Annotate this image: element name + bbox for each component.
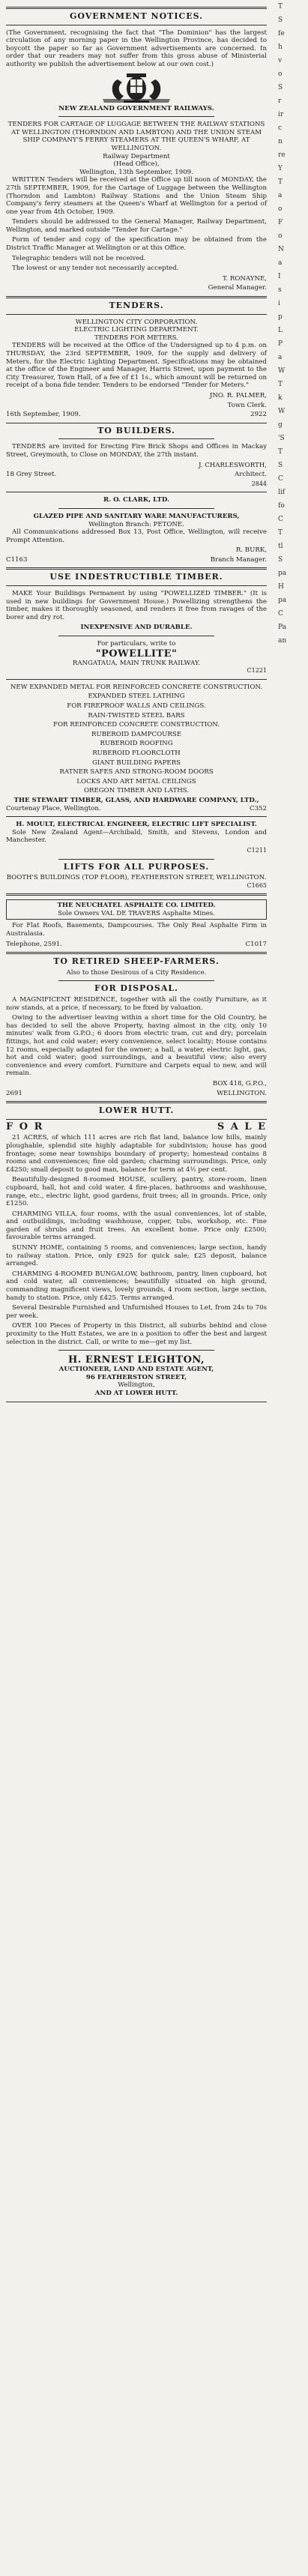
divider [6,585,267,586]
materials-item: NEW EXPANDED METAL FOR REINFORCED CONCRETE CONSTRUCTION. [10,683,263,691]
edge-fragment: S [278,16,283,24]
government-notice-intro: (The Government, recognising the fact that "The Dominion" has the largest circulation of any morning paper in the Wellington Province, has decided to boycott the paper so far as Government advertisements are concerned. In order that our readers may not suffer from this gross abuse of Ministerial authority we publish the advertisement below at our own cost.) [6,28,267,68]
edge-fragment: n [278,138,283,145]
materials-item: OREGON TIMBER AND LATHS. [84,787,189,795]
section-heading-tenders: TENDERS. [109,301,164,311]
section-heading-for-disposal: FOR DISPOSAL. [94,983,178,994]
address-line [6,471,267,479]
sale-word: S A L E [217,1120,267,1132]
edge-fragment: P [278,340,283,348]
divider [6,314,267,315]
property-listing: Beautifully-designed 8-roomed HOUSE, scullery, pantry, store-room, linen cupboard, hall, hot and cold water, 4 fire-places, bathrooms and washhouse, range, etc., electric light, good gardens, fruit trees; all in grounds. Price, only £1250. [6,1176,267,1208]
reference-number: C1221 [247,667,267,675]
tender-date: 16th September, 1909. [6,411,81,419]
edge-fragment: T [278,448,283,456]
edge-fragment: C [278,475,283,483]
edge-fragment: fo [278,502,285,510]
section-heading-to-builders: TO BUILDERS. [97,425,175,435]
neuchatel-body: For Flat Roofs, Basements, Dampcourses. The Only Real Asphalte Firm in Australasia. [6,922,267,938]
divider [6,1101,267,1103]
materials-company: THE STEWART TIMBER, GLASS, AND HARDWARE COMPANY, LTD., [13,796,259,804]
edge-fragment: re [278,151,286,159]
edge-fragment: tl [278,543,283,550]
edge-fragment: s [278,286,282,294]
advertisement-column [0,0,270,1406]
edge-fragment: S [278,556,283,564]
reference-number: C1211 [247,846,267,854]
edge-fragment: S [278,84,283,91]
reference-number: 2922 [250,411,267,419]
agent-branch: AND AT LOWER HUTT. [94,1389,178,1397]
materials-item: GIANT BUILDING PAPERS [91,758,181,767]
divider [6,679,267,680]
divider [58,859,215,860]
office-line-3: Wellington, 13th September, 1909. [79,168,193,176]
property-list [6,1134,267,1346]
divider [58,116,215,117]
divider [58,980,215,981]
signature-title: Town Clerk. [227,401,267,409]
moult-name: H. MOULT, ELECTRICAL ENGINEER, ELECTRIC LIFT SPECIALIST. [16,821,257,829]
neuchatel-owners: Sole Owners VAL DE TRAVERS Asphalte Mines. [58,909,215,917]
company-title: GLAZED PIPE AND SANITARY WARE MANUFACTURERS, [33,512,240,520]
signature-name: JNO. R. PALMER, [209,391,267,399]
for-sale-banner [6,1120,267,1132]
property-listing: OVER 100 Pieces of Property in this District, all suburbs behind and close proximity to the Hutt Estates, we are in a position to offer the best and largest selection in the district. Call, or write to me—get my list. [6,1322,267,1346]
timber-particulars: For particulars, write to [97,640,176,648]
tender-body: WRITTEN Tenders will be received at the Office up till noon of MONDAY, the 27th SEPTEMBER, 1909, for the Cartage of Luggage between the Wellington (Thorndon and Lambton) Railway Stations and the Union Steam Ship Company's ferry steamers at the Queen's Wharf at Wellington for a period of one year from 4th October, 1909. [6,176,267,216]
edge-fragment: Pa [278,624,287,631]
edge-fragment: lif [278,489,286,496]
property-listing: CHARMING 4-ROOMED BUNGALOW, bathroom, pantry, linen cupboard, hot and cold water, all conveniences; beautifully situated on high ground, commanding magnificent views, lovely grounds, 4 room section, large section, handy to station. Price, only £425. Terms arranged. [6,1270,267,1302]
materials-item: FOR FIREPROOF WALLS AND CEILINGS. [67,702,206,710]
edge-fragment: C [278,516,283,523]
edge-fragment: k [278,394,283,402]
reference-number: 2844 [251,480,267,487]
edge-fragment: I [278,273,281,280]
edge-fragment: H [278,583,284,591]
adjacent-column-fragment [278,0,308,2576]
edge-fragment: a [278,192,283,199]
materials-item: LOCKS AND ART METAL CEILINGS [76,777,196,785]
signature-title: General Manager. [208,284,267,292]
edge-fragment: W [278,408,286,415]
edge-fragment: a [278,259,283,267]
reference-number: 2691 [6,1089,22,1097]
for-word: F O R [6,1120,44,1132]
divider [6,7,267,9]
tender-title: TENDERS FOR CARTAGE OF LUGGAGE BETWEEN THE RAILWAY STATIONS AT WELLINGTON (THORNDON AND LAMBTON) AND THE UNION STEAM SHIP COMPANY'S FERRY STEAMERS AT THE QUEEN'S WHARF, AT WELLINGTON. [7,121,265,152]
edge-fragment: a [278,354,283,361]
edge-fragment: p [278,313,283,321]
retired-body: Owing to the advertiser leaving within a short time for the Old Country, he has decided to sell the above Property, having almost in the city, only 10 minutes' walk from G.P.O.; 6 doors from electric tram, cut and dry; porcelain fittings, hot and cold water; every convenience, select locality; House contains 12 rooms, especially adapted for the owner; a hall, a water, electric light, gas, hot and cold water; good surroundings, and a beautiful view; also every convenience and every comfort. Furniture and Carpets equal to new, and will remain. [6,1014,267,1078]
divider [58,508,215,509]
retired-ref-line [6,1090,267,1098]
tender-subject: TENDERS FOR METERS. [94,334,178,342]
council-name: WELLINGTON CITY CORPORATION. [75,318,198,326]
agent-city: Wellington, [118,1381,155,1390]
company-body: All Communications addressed Box 13, Post Office, Wellington, will receive Prompt Attention. [6,528,267,544]
divider [6,816,267,817]
edge-fragment: o [278,232,283,240]
materials-address-line [6,805,267,813]
materials-list [6,684,267,795]
divider [6,952,267,954]
neuchatel-advertisement [6,899,267,920]
edge-fragment: T [278,529,283,537]
timber-body: MAKE Your Buildings Permanent by using "POWELLIZED TIMBER." (It is used in new buildings for Government House.) Powellizing strengthens the timber, makes it thoroughly seasoned, and renders it free from ravages of the borer and dry rot. [6,590,267,621]
builders-address: 18 Grey Street. [6,471,57,479]
edge-fragment: T [278,3,283,10]
property-listing: 21 ACRES, of which 111 acres are rich flat land, balance low hills, mainly ploughable, splendid site highly adaptable for subdivision; house has good frontage; some near townships boundary of property; homestead contains 8 rooms and conveniences; fine old garden; charming surroundings. Price, only £4250; small deposit to good man, balance for term at 4½ per cent. [6,1134,267,1174]
materials-item: EXPANDED STEEL LATHING [88,693,185,701]
signature-title: Architect. [235,471,267,479]
reference-number: C1163 [6,555,28,564]
edge-fragment: W [278,367,286,375]
agent-address: 96 FEATHERSTON STREET, [85,1373,187,1381]
ref-line [6,556,267,564]
company-name: R. O. CLARK, LTD. [103,496,170,504]
edge-fragment: v [278,57,283,64]
edge-fragment: o [278,70,283,78]
retired-subtitle: Also to those Desirous of a City Residence. [66,968,207,977]
edge-fragment: g [278,421,283,429]
edge-fragment: h [278,43,283,51]
edge-fragment: o [278,205,283,213]
edge-fragment: N [278,246,284,253]
divider [6,1119,267,1120]
divider [6,296,267,298]
tender-body: Tenders should be addressed to the General Manager, Railway Department, Wellington, and marked outside "Tender for Cartage." [6,218,267,234]
section-heading-retired: TO RETIRED SHEEP-FARMERS. [53,956,220,967]
reference-number: C1017 [245,940,267,948]
company-location: Wellington Branch: PETONE. [88,520,184,528]
property-listing: CHARMING VILLA, four rooms, with the usual conveniences, lot of stable, and outbuildings, including washhouse, copper, tubs, workshop, etc. Fine garden of shrubs and fruit trees. An excellent home. Price only £2500; favourable terms arranged. [6,1210,267,1242]
edge-fragment: c [278,124,283,132]
moult-body: Sole New Zealand Agent—Archibald, Smith, and Stevens, London and Manchester. [6,828,267,845]
edge-fragment: T [278,178,283,186]
signature-name: J. CHARLESWORTH, [198,461,267,469]
department-name: ELECTRIC LIGHTING DEPARTMENT. [74,326,199,334]
section-heading-timber: USE INDESTRUCTIBLE TIMBER. [49,572,223,582]
property-listing: Several Desirable Furnished and Unfurnished Houses to Let, from 24s to 70s per week. [6,1304,267,1320]
tender-body: Form of tender and copy of the specification may be obtained from the District Traffic Manager at Wellington or at this Office. [6,236,267,253]
edge-fragment: L [278,327,283,334]
edge-fragment: pa [278,597,287,604]
divider [58,438,215,439]
edge-fragment: an [278,637,287,645]
tender-body: TENDERS will be received at the Office of the Undersigned up to 4 p.m. on THURSDAY, the 23rd SEPTEMBER, 1909, for the supply and delivery of Meters, for the Electric Lighting Department. Specifications may be obtained at the office of the Engineer and Manager, Harris Street, upon payment to the City Treasurer, Town Hall, of a fee of £1 1s., which amount will be returned on receipt of a bona fide tender. Tenders to be endorsed "Tender for Meters." [6,342,267,390]
agent-title: AUCTIONEER, LAND AND ESTATE AGENT, [58,1366,214,1374]
signature-title: Branch Manager. [210,555,267,564]
signature-name: T. RONAYNE, [222,274,267,283]
retired-address: BOX 418, G.P.O., [212,1079,267,1088]
edge-fragment: fe [278,30,285,37]
tender-body: The lowest or any tender not necessarily accepted. [12,265,179,273]
divider [6,567,267,570]
edge-fragment: C [278,610,283,618]
reference-number: C352 [250,804,267,812]
section-heading-government-notices: GOVERNMENT NOTICES. [69,11,204,21]
edge-fragment: Y [278,165,283,172]
builders-body: TENDERS are invited for Erecting Fire Brick Shops and Offices in Mackay Street, Greymouth, to Close on MONDAY, the 27th instant. [6,443,267,459]
agent-name: H. ERNEST LEIGHTON, [67,1354,205,1366]
signature-name: R. BURK, [235,546,267,555]
edge-fragment: r [278,97,282,105]
edge-fragment: T [278,381,283,388]
retired-city: WELLINGTON. [217,1089,267,1097]
edge-fragment: pa [278,570,287,577]
section-heading-lifts: LIFTS FOR ALL PURPOSES. [63,861,210,872]
edge-fragment: S [278,462,283,469]
edge-fragment: F [278,219,283,226]
tender-body: Telegraphic tenders will not be received. [12,254,146,262]
timber-tagline: INEXPENSIVE AND DURABLE. [80,624,193,632]
neuchatel-telephone: Telephone, 2591. [6,940,62,948]
edge-fragment: 'S [278,435,285,442]
materials-item: RUBEROID ROOFING [100,740,173,748]
property-listing: SUNNY HOME, containing 5 rooms, and conveniences; large section, handy to railway station. Price, only £925 for quick sale; £25 deposit, balance arranged. [6,1244,267,1268]
timber-brand: "POWELLITE" [95,648,178,660]
materials-item: RUBEROID FLOORCLOTH [92,749,181,757]
divider [6,893,267,896]
reference-number: C1665 [247,881,267,889]
retired-body: A MAGNIFICENT RESIDENCE, together with all the costly Furniture, as it now stands, at a price, if necessary, to be fixed by valuation. [6,996,267,1012]
edge-fragment: ir [278,111,284,118]
office-line-2: (Head Office), [113,160,160,169]
neuchatel-company: THE NEUCHATEL ASPHALTE CO. LIMITED. [57,902,216,910]
materials-item: RATNER SAFES AND STRONG-ROOM DOORS [59,768,214,776]
materials-item: RAIN-TWISTED STEEL BARS [88,711,185,720]
divider [58,1350,215,1351]
date-line [6,411,267,419]
section-heading-lower-hutt: LOWER HUTT. [98,1105,175,1116]
coat-of-arms-icon [80,72,193,103]
office-line-1: Railway Department [103,152,170,160]
materials-item: RUBEROID DAMPCOURSE [91,730,181,738]
materials-address: Courtenay Place, Wellington. [6,804,101,812]
timber-company: RANGATAUA, MAIN TRUNK RAILWAY. [72,659,201,667]
materials-item: FOR REINFORCED CONCRETE CONSTRUCTION. [53,721,220,729]
lifts-address: BOOTH'S BUILDINGS (TOP FLOOR), FEATHERSTON STREET, WELLINGTON. [6,874,267,882]
edge-fragment: i [278,300,280,307]
railways-title: NEW ZEALAND GOVERNMENT RAILWAYS. [58,104,214,112]
neuchatel-tel-line [6,941,267,949]
